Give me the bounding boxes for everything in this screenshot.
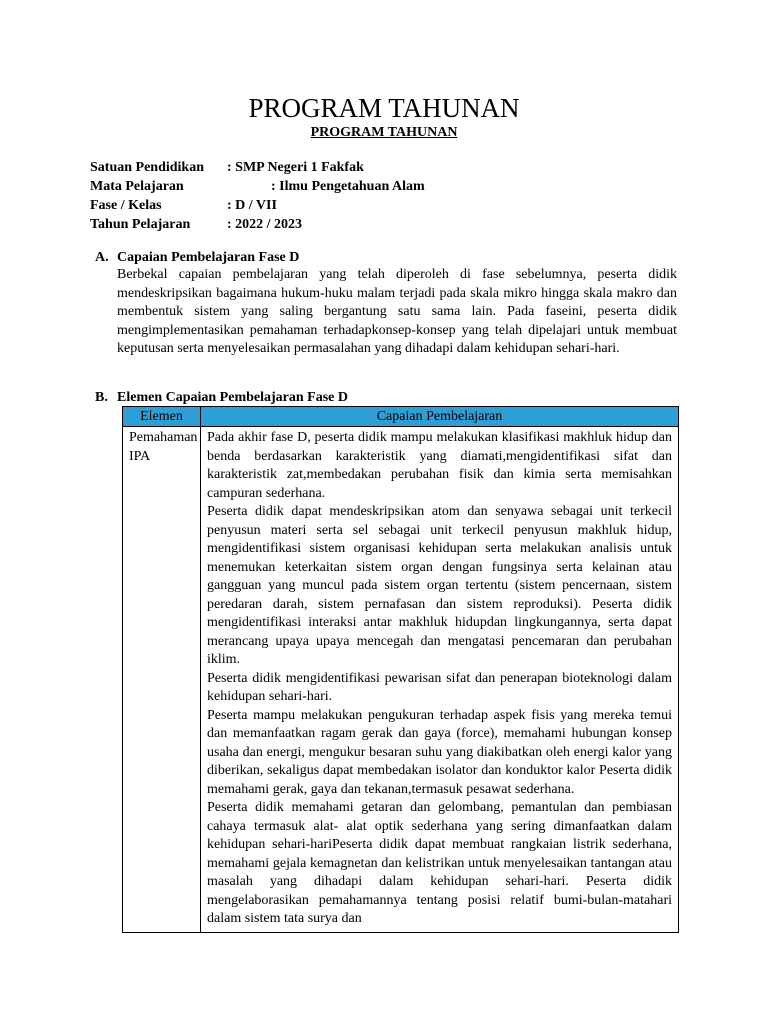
page-subtitle: PROGRAM TAHUNAN (310, 125, 458, 140)
capaian-paragraph: Peserta didik mengidentifikasi pewarisan sifat dan penerapan bioteknologi dalam kehidupan sehari-hari. (207, 670, 672, 704)
info-label: Fase / Kelas (90, 198, 162, 213)
info-value: : D / VII (227, 198, 277, 213)
table-header-row (123, 407, 679, 427)
info-label: Mata Pelajaran (90, 179, 184, 194)
table-row (123, 427, 679, 933)
capaian-paragraph: Peserta didik dapat mendeskripsikan atom dan senyawa sebagai unit terkecil penyusun materi serta sel sebagai unit terkecil penyusun makhluk hidup, mengidentifikasi sistem organisasi kehidupan serta melakukan analisis untuk menemukan keterkaitan sistem organ dengan fungsinya serta kelainan atau gangguan yang muncul pada sistem organ tertentu (sistem pencernaan, sistem peredaran darah, sistem pernafasan dan sistem reproduksi). Peserta didik mengidentifikasi interaksi antar makhluk hidupdan lingkungannya, serta dapat merancang upaya upaya mencegah dan mengatasi pencemaran dan perubahan iklim. (207, 504, 672, 667)
info-label: Tahun Pelajaran (90, 217, 191, 232)
capaian-paragraph: Peserta didik memahami getaran dan gelombang, pemantulan dan pembiasan cahaya termasuk alat- alat optik sederhana yang sering dimanfaatkan dalam kehidupan sehari-hariPeserta didik dapat membuat rangkaian listrik sederhana, memahami gejala kemagnetan dan kelistrikan untuk menyelesaikan tantangan atau masalah yang dihadapi dalam kehidupan sehari-hari. Peserta didik mengelaborasikan pemahamannya tentang posisi relatif bumi-bulan-matahari dalam sistem tata surya dan (207, 800, 672, 926)
section-a-body: Berbekal capaian pembelajaran yang telah diperoleh di fase sebelumnya, peserta didik mendeskripsikan bagaimana hukum-huku malam terjadi pada skala mikro hingga skala makro dan membentuk sistem yang saling bergantung satu sama lain. Pada faseini, peserta didik mengimplementasikan pemahaman terhadapkonsep-konsep yang telah dipelajari untuk membuat keputusan serta menyelesaikan permasalahan yang dihadapi dalam kehidupan sehari-hari. (117, 267, 677, 357)
section-letter: A. (95, 250, 109, 265)
info-value: : 2022 / 2023 (227, 217, 303, 232)
info-value: : SMP Negeri 1 Fakfak (227, 160, 364, 175)
capaian-paragraph: Pada akhir fase D, peserta didik mampu melakukan klasifikasi makhluk hidup dan benda berdasarkan karakteristik yang diamati,mengidentifikasi sifat dan karakteristik zat,membedakan perubahan fisik dan kimia serta memisahkan campuran sederhana. (207, 430, 672, 501)
info-value: : Ilmu Pengetahuan Alam (271, 179, 425, 194)
section-title: Elemen Capaian Pembelajaran Fase D (117, 390, 348, 405)
info-label: Satuan Pendidikan (90, 160, 204, 175)
elemen-table (122, 406, 679, 933)
section-a-heading (95, 249, 299, 266)
section-letter: B. (95, 390, 108, 405)
page-title: PROGRAM TAHUNAN (248, 93, 520, 123)
table-cell-capaian (201, 427, 679, 933)
table-cell-elemen: Pemahaman IPA (123, 427, 201, 933)
capaian-paragraph: Peserta mampu melakukan pengukuran terhadap aspek fisis yang mereka temui dan memanfaatkan ragam gerak dan gaya (force), memahami hubungan konsep usaha dan energi, mengukur besaran suhu yang diakibatkan oleh energi kalor yang diberikan, sekaligus dapat membedakan isolator dan konduktor kalor Peserta didik memahami gerak, gaya dan tekanan,termasuk pesawat sederhana. (207, 707, 672, 797)
table-header-elemen: Elemen (123, 407, 201, 427)
section-title: Capaian Pembelajaran Fase D (117, 250, 300, 265)
table-header-capaian: Capaian Pembelajaran (201, 407, 679, 427)
section-b-heading (95, 389, 348, 406)
